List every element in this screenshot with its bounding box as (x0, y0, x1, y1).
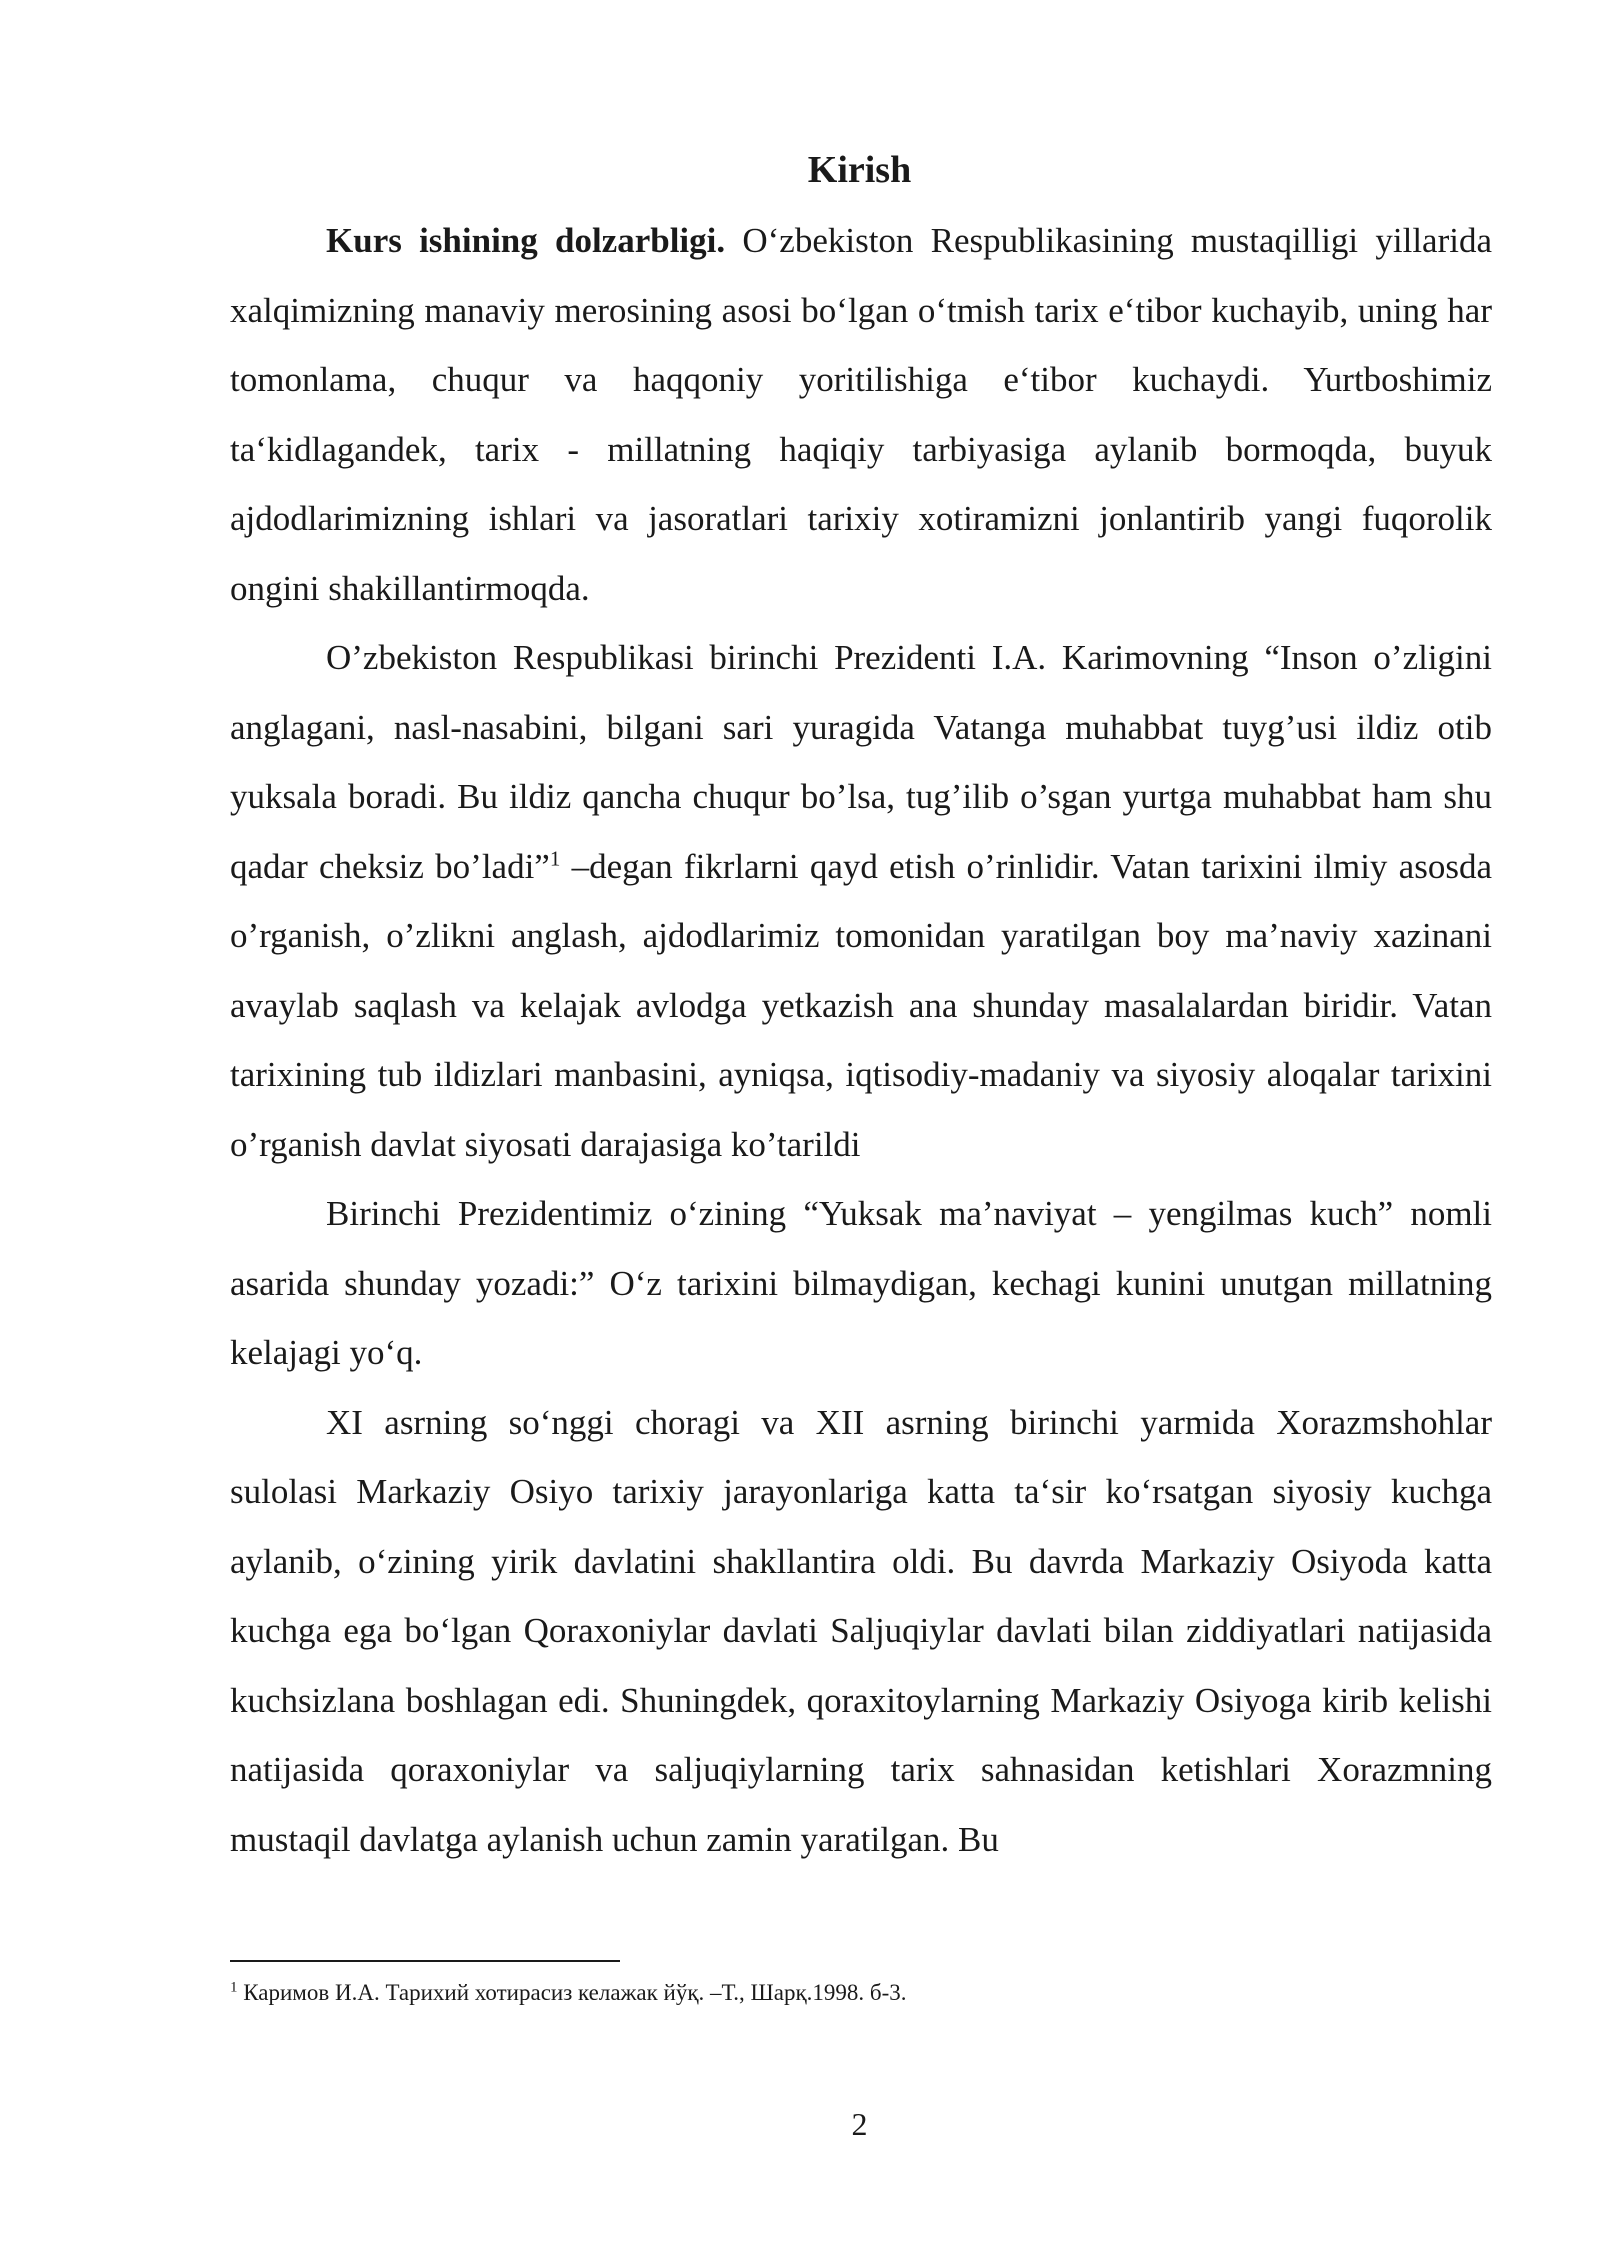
paragraph-karimov-quote (230, 623, 1492, 1179)
paragraph-text: O‘zbekiston Respublikasining mustaqilligi yillarida xalqimizning manaviy merosining asosi bo‘lgan o‘tmish tarix e‘tibor kuchayib, uning har tomonlama, chuqur va haqqoniy yoritilishiga e‘tibor kuchaydi. Yurtboshimiz ta‘kidlagandek, tarix - millatning haqiqiy tarbiyasiga aylanib bormoqda, buyuk ajdodlarimizning ishlari va jasoratlari tarixiy xotiramizni jonlantirib yangi fuqorolik ongini shakillantirmoqda. (230, 221, 1493, 608)
paragraph-text: XI asrning so‘nggi choragi va XII asrning birinchi yarmida Xorazmshohlar sulolasi Markaziy Osiyo tarixiy jarayonlariga katta ta‘sir ko‘rsatgan siyosiy kuchga aylanib, o‘zining yirik davlatini shakllantira oldi. Bu davrda Markaziy Osiyoda katta kuchga ega bo‘lgan Qoraxoniylar davlati Saljuqiylar davlati bilan ziddiyatlari natijasida kuchsizlana boshlagan edi. Shuningdek, qoraxitoylarning Markaziy Osiyoga kirib kelishi natijasida qoraxoniylar va saljuqiylarning tarix sahnasidan ketishlari Xorazmning mustaqil davlatga aylanish uchun zamin yaratilgan. Bu (230, 1402, 1492, 1859)
paragraph-lead: Kurs ishining dolzarbligi. (326, 221, 726, 260)
footnote-reference[interactable]: 1 (549, 845, 561, 870)
section-title: Kirish (807, 149, 912, 191)
paragraph-khorezmshahs (230, 1388, 1492, 1875)
page-number: 2 (851, 2106, 868, 2142)
paragraph-text: O’zbekiston Respublikasi birinchi Prezidenti I.A. Karimovning “Inson o’zligini anglagani, nasl-nasabini, bilgani sari yuragida Vatanga muhabbat tuyg’usi ildiz otib yuksala boradi. Bu ildiz qancha chuqur bo’lsa, tug’ilib o’sgan yurtga muhabbat ham shu qadar cheksiz bo’ladi” (230, 638, 1492, 886)
footnote (230, 1978, 1492, 2008)
paragraph-text: –degan fikrlarni qayd etish o’rinlidir. Vatan tarixini ilmiy asosda o’rganish, o’zlikni anglash, ajdodlarimiz tomonidan yaratilgan boy ma’naviy xazinani avaylab saqlash va kelajak avlodga yetkazish ana shunday masalalardan biridir. Vatan tarixining tub ildizlari manbasini, ayniqsa, iqtisodiy-madaniy va siyosiy aloqalar tarixini o’rganish davlat siyosati darajasiga ko’tarildi (230, 846, 1492, 1164)
body-text (230, 206, 1492, 1874)
footnote-number: 1 (230, 1979, 238, 1996)
footnote-separator (230, 1960, 620, 1962)
paragraph-spirituality (230, 1179, 1492, 1388)
paragraph-relevance (230, 206, 1492, 623)
footnote-text: Каримов И.А. Тарихий хотирасиз келажак йўқ. –Т., Шарқ.1998. б-3. (237, 1980, 907, 2005)
paragraph-text: Birinchi Prezidentimiz o‘zining “Yuksak ma’naviyat – yengilmas kuch” nomli asarida shunday yozadi:” O‘z tarixini bilmaydigan, kechagi kunini unutgan millatning kelajagi yo‘q. (230, 1194, 1492, 1372)
